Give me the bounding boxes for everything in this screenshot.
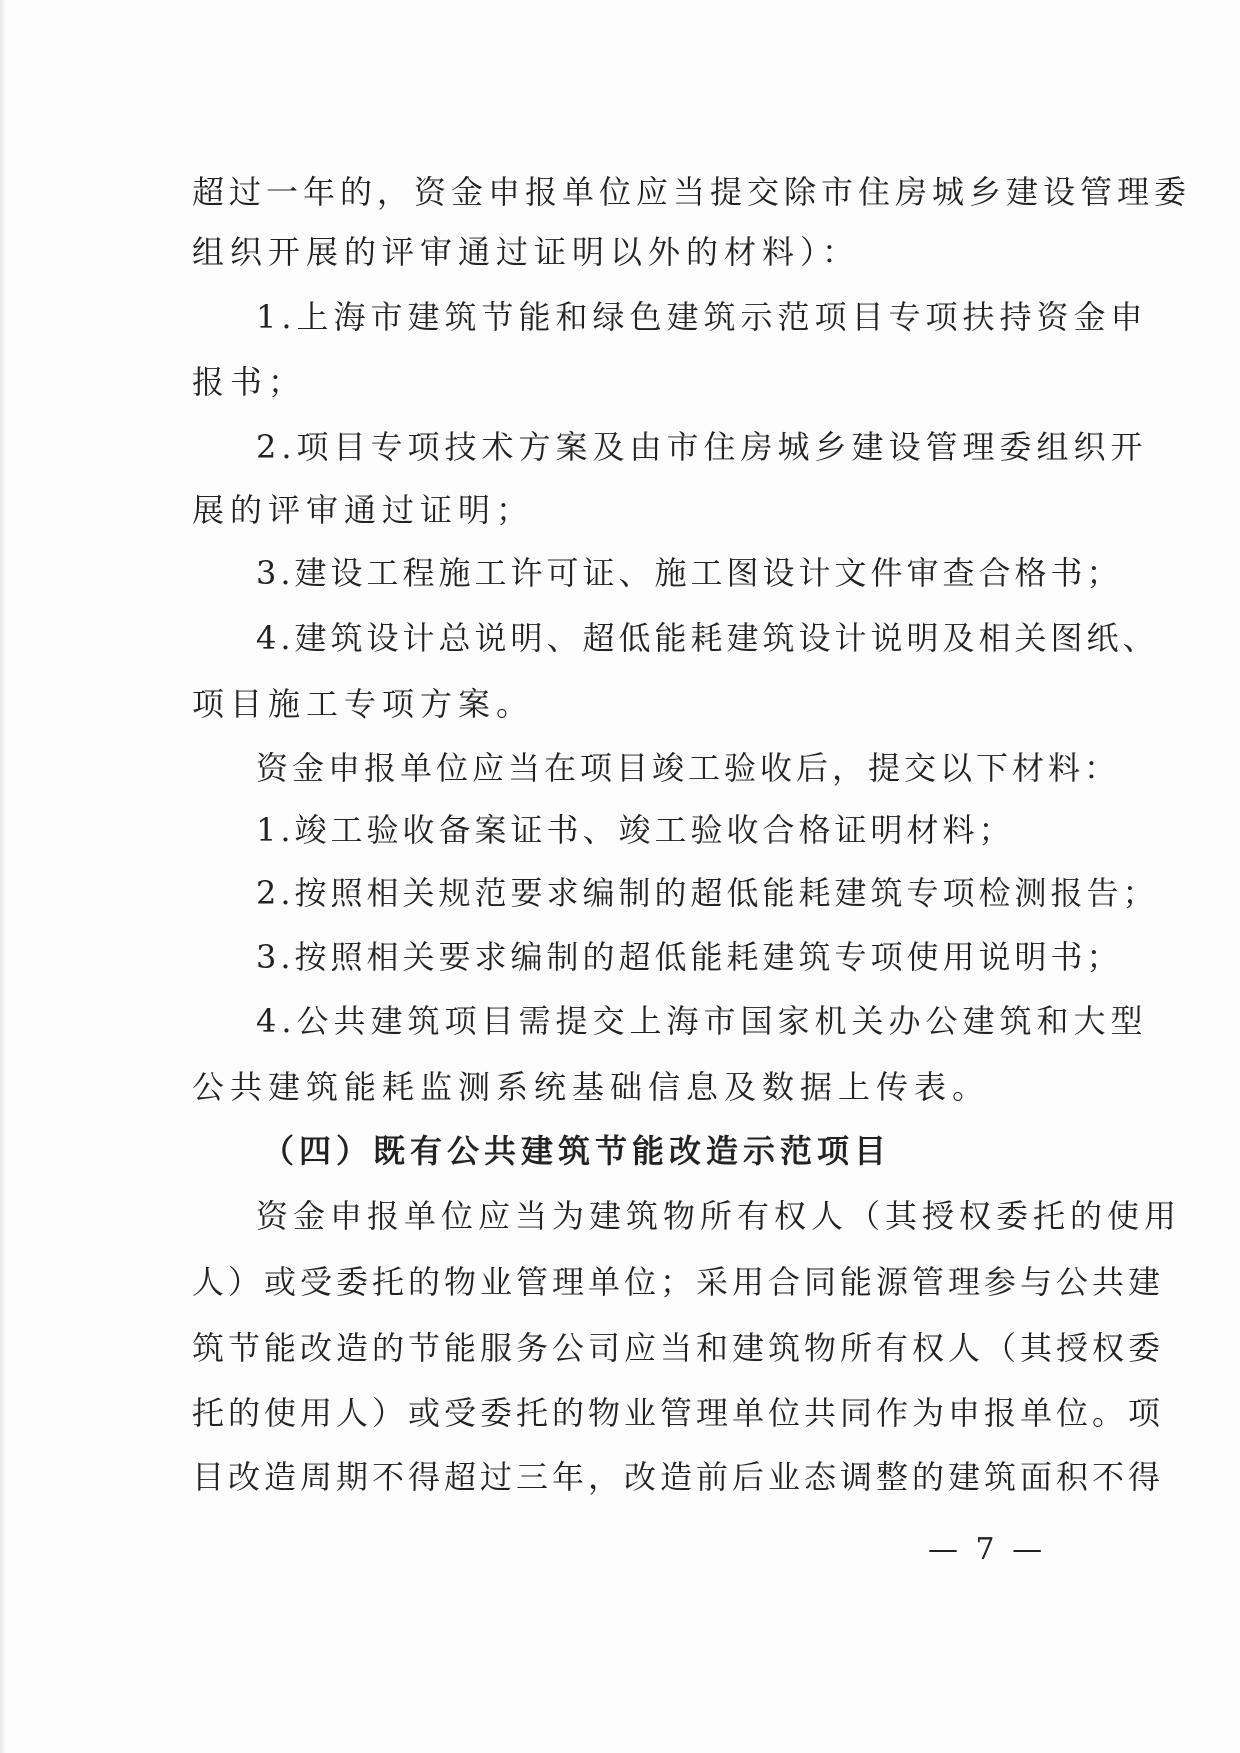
list-item-5: 1.竣工验收备案证书、竣工验收合格证明材料； bbox=[256, 811, 1015, 849]
list-item-6: 2.按照相关规范要求编制的超低能耗建筑专项检测报告； bbox=[256, 874, 1159, 912]
list-item-8: 4.公共建筑项目需提交上海市国家机关办公建筑和大型 bbox=[256, 1002, 1148, 1040]
scan-edge bbox=[0, 0, 6, 1753]
section-heading: （四）既有公共建筑节能改造示范项目 bbox=[262, 1132, 892, 1170]
list-item-3: 3.建设工程施工许可证、施工图设计文件审查合格书； bbox=[256, 554, 1123, 592]
paragraph-intro: 资金申报单位应当在项目竣工验收后，提交以下材料： bbox=[256, 749, 1121, 787]
page-number: — 7 — bbox=[928, 1532, 1047, 1567]
list-item-4: 4.建筑设计总说明、超低能耗建筑设计说明及相关图纸、 bbox=[256, 619, 1159, 657]
list-item-7: 3.按照相关要求编制的超低能耗建筑专项使用说明书； bbox=[256, 938, 1123, 976]
text-line-2: 组织开展的评审通过证明以外的材料）： bbox=[192, 233, 861, 271]
paragraph-line-1: 资金申报单位应当为建筑物所有权人（其授权委托的使用 bbox=[256, 1197, 1182, 1235]
text-line-1: 超过一年的，资金申报单位应当提交除市住房城乡建设管理委 bbox=[192, 173, 1192, 211]
text-line-9: 项目施工专项方案。 bbox=[192, 685, 535, 723]
paragraph-line-2: 人）或受委托的物业管理单位；采用合同能源管理参与公共建 bbox=[192, 1263, 1165, 1301]
text-line-4: 报书； bbox=[192, 363, 307, 401]
paragraph-line-4: 托的使用人）或受委托的物业管理单位共同作为申报单位。项 bbox=[192, 1394, 1165, 1432]
text-line-6: 展的评审通过证明； bbox=[192, 491, 535, 529]
paragraph-line-3: 筑节能改造的节能服务公司应当和建筑物所有权人（其授权委 bbox=[192, 1329, 1165, 1367]
list-item-2: 2.项目专项技术方案及由市住房城乡建设管理委组织开 bbox=[256, 428, 1148, 466]
paragraph-line-5: 目改造周期不得超过三年，改造前后业态调整的建筑面积不得 bbox=[192, 1458, 1165, 1496]
list-item-1: 1.上海市建筑节能和绿色建筑示范项目专项扶持资金申 bbox=[256, 298, 1148, 336]
text-line-15: 公共建筑能耗监测系统基础信息及数据上传表。 bbox=[192, 1068, 991, 1106]
